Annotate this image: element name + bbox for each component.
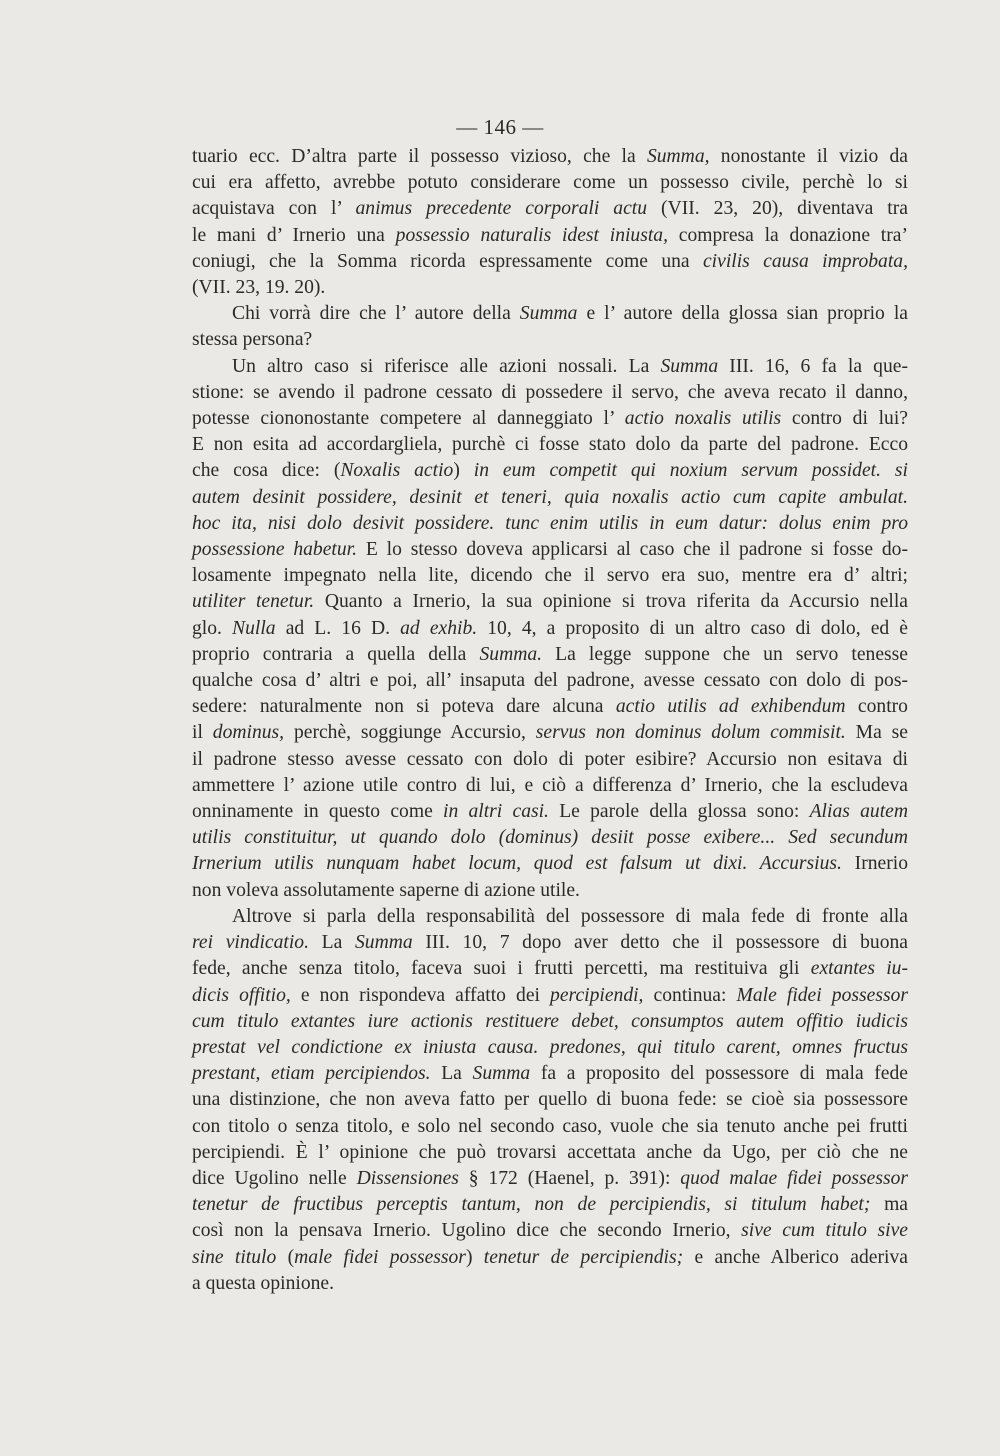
- text-segment: Irnerio: [841, 853, 908, 875]
- italic-phrase: extantes iu-: [810, 958, 908, 980]
- text-segment: percipiendi. È l’ opinione che può trovarsi accettata anche da Ugo, per ciò che ne: [192, 1141, 908, 1163]
- text-segment: Quanto a Irnerio, la sua opinione si trova riferita da Accursio nella: [314, 591, 908, 613]
- italic-phrase: sive cum titulo sive: [741, 1220, 908, 1242]
- italic-phrase: Summa: [355, 932, 413, 954]
- text-segment: glo.: [192, 617, 233, 639]
- italic-phrase: dominus,: [212, 722, 285, 744]
- text-line: [192, 694, 908, 720]
- text-line: [192, 223, 908, 249]
- text-segment: con titolo o senza titolo, e solo nel secondo caso, vuole che sia tenuto anche pei frutti: [192, 1115, 908, 1137]
- text-segment: fa a proposito del possessore di mala fede: [530, 1063, 908, 1085]
- text-line: [192, 773, 908, 799]
- text-line: [192, 327, 908, 353]
- text-line: [192, 1166, 908, 1192]
- text-segment: Altrove si parla della responsabilità del possessore di mala fede di fronte alla: [232, 905, 908, 927]
- italic-phrase: prestant, etiam percipiendos.: [192, 1063, 431, 1085]
- text-segment: il: [192, 722, 213, 744]
- italic-phrase: utiliter tenetur.: [192, 591, 315, 613]
- text-segment: (VII. 23, 19. 20).: [192, 277, 326, 299]
- italic-phrase: Nulla: [232, 617, 276, 639]
- italic-phrase: tenetur de percipiendis;: [483, 1246, 684, 1268]
- italic-phrase: Summa,: [646, 146, 710, 167]
- text-line: [192, 458, 908, 484]
- text-line: [192, 537, 908, 563]
- text-segment: e anche Alberico aderiva: [683, 1246, 908, 1268]
- text-line: [192, 878, 908, 904]
- italic-phrase: male fidei possessor: [294, 1246, 466, 1268]
- text-segment: nonostante il vizio da: [709, 146, 908, 167]
- text-line: [192, 196, 908, 222]
- italic-phrase: civilis causa improbata,: [702, 250, 908, 272]
- italic-phrase: prestat vel condictione ex iniusta causa. predones, qui titulo carent, omnes fructus: [192, 1036, 908, 1058]
- text-segment: stione: se avendo il padrone cessato di possedere il servo, che aveva recato il danno,: [192, 381, 908, 403]
- italic-phrase: possessio naturalis idest iniusta,: [395, 224, 668, 246]
- italic-phrase: percipiendi,: [550, 984, 644, 1006]
- text-line: [192, 406, 908, 432]
- italic-phrase: Summa: [660, 355, 719, 377]
- text-line: [192, 983, 908, 1009]
- text-segment: così non la pensava Irnerio. Ugolino dice che secondo Irnerio,: [192, 1220, 742, 1242]
- italic-phrase: ad exhib.: [400, 617, 478, 639]
- italic-phrase: in altri casi.: [443, 801, 549, 823]
- text-line: [192, 747, 908, 773]
- text-segment: dice Ugolino nelle: [192, 1167, 357, 1189]
- text-line: [192, 825, 908, 851]
- text-segment: (: [276, 1246, 295, 1268]
- italic-phrase: actio noxalis utilis: [624, 408, 782, 430]
- italic-phrase: cum titulo extantes iure actionis restituere debet, consumptos autem offitio iudicis: [192, 1010, 908, 1032]
- italic-phrase: Alias autem: [809, 801, 909, 823]
- text-segment: ma: [870, 1194, 909, 1216]
- text-segment: contro: [845, 696, 908, 718]
- text-line: [192, 1218, 908, 1244]
- italic-phrase: possessione habetur.: [192, 539, 358, 561]
- text-segment: una distinzione, che non aveva fatto per quello di buona fede: se cioè sia possessore: [192, 1089, 908, 1111]
- text-line: [192, 589, 908, 615]
- text-segment: e non rispondeva affatto dei: [290, 984, 551, 1006]
- text-segment: il padrone stesso avesse cessato con dolo di poter esibire? Accursio non esitava di: [192, 748, 908, 770]
- text-segment: E non esita ad accordargliela, purchè ci fosse stato dolo da parte del padrone. Ecco: [192, 434, 908, 456]
- text-line: [192, 1061, 908, 1087]
- italic-phrase: autem desinit possidere, desinit et teneri, quia noxalis actio cum capite ambulat.: [192, 486, 908, 508]
- text-segment: perchè, soggiunge Accursio,: [284, 722, 536, 744]
- text-line: [192, 380, 908, 406]
- italic-phrase: Noxalis actio: [340, 460, 454, 482]
- text-segment: Un altro caso si riferisce alle azioni nossali. La: [232, 355, 661, 377]
- text-segment: ad L. 16 D.: [275, 617, 401, 639]
- text-segment: qualche cosa d’ altri e poi, all’ insaputa del padrone, avesse cessato con dolo di pos-: [192, 670, 908, 692]
- text-segment: Le parole della glossa sono:: [548, 801, 810, 823]
- text-line: [192, 1140, 908, 1166]
- text-segment: onninamente in questo come: [192, 801, 444, 823]
- text-segment: fede, anche senza titolo, faceva suoi i frutti percetti, ma restituiva gli: [192, 958, 811, 980]
- text-line: [192, 1114, 908, 1140]
- text-line: [192, 354, 908, 380]
- text-line: [192, 642, 908, 668]
- italic-phrase: Male fidei possessor: [736, 984, 908, 1006]
- text-line: [192, 799, 908, 825]
- italic-phrase: hoc ita, nisi dolo desivit possidere. tunc enim utilis in eum datur: dolus enim pro: [192, 512, 908, 534]
- text-segment: coniugi, che la Somma ricorda espressamente come una: [192, 250, 703, 272]
- text-segment: ): [465, 1246, 484, 1268]
- text-line: [192, 1192, 908, 1218]
- italic-phrase: Summa.: [479, 643, 543, 665]
- text-segment: che cosa dice: (: [192, 460, 341, 482]
- italic-phrase: quod malae fidei possessor: [680, 1167, 908, 1189]
- text-line: [192, 485, 908, 511]
- text-line: [192, 1087, 908, 1113]
- text-segment: compresa la donazione tra’: [668, 224, 908, 246]
- text-segment: III. 10, 7 dopo aver detto che il possessore di buona: [412, 932, 908, 954]
- text-segment: acquistava con l’: [192, 198, 356, 220]
- text-segment: 10, 4, a proposito di un altro caso di dolo, ed è: [477, 617, 908, 639]
- text-segment: III. 16, 6 fa la que-: [718, 355, 908, 377]
- text-segment: § 172 (Haenel, p. 391):: [458, 1167, 681, 1189]
- text-line: [192, 1271, 908, 1297]
- text-line: [192, 1009, 908, 1035]
- text-segment: La: [430, 1063, 473, 1085]
- text-line: [192, 563, 908, 589]
- text-line: [192, 511, 908, 537]
- text-line: [192, 170, 908, 196]
- italic-phrase: dicis offitio,: [192, 984, 291, 1006]
- italic-phrase: Dissensiones: [356, 1167, 459, 1189]
- text-segment: non voleva assolutamente saperne di azione utile.: [192, 879, 580, 901]
- text-segment: sedere: naturalmente non si poteva dare alcuna: [192, 696, 616, 718]
- text-segment: La: [308, 932, 355, 954]
- text-line: [192, 275, 908, 301]
- text-segment: potesse ciononostante competere al danneggiato l’: [192, 408, 625, 430]
- text-line: [192, 956, 908, 982]
- text-segment: contro di lui?: [781, 408, 908, 430]
- italic-phrase: actio utilis ad exhibendum: [615, 696, 846, 718]
- page-number: — 146 —: [456, 115, 544, 139]
- text-line: [192, 301, 908, 327]
- text-line: [192, 1245, 908, 1271]
- text-segment: losamente impegnato nella lite, dicendo che il servo era suo, mentre era d’ altri;: [192, 565, 908, 587]
- text-segment: La legge suppone che un servo tenesse: [542, 643, 908, 665]
- text-segment: le mani d’ Irnerio una: [192, 224, 396, 246]
- italic-phrase: utilis constituitur, ut quando dolo (dominus) desiit posse exibere... Sed secundum: [192, 827, 908, 849]
- text-line: [192, 249, 908, 275]
- text-segment: e l’ autore della glossa sian proprio la: [577, 303, 908, 325]
- text-line: [192, 1035, 908, 1061]
- text-segment: stessa persona?: [192, 329, 313, 351]
- text-line: [192, 930, 908, 956]
- text-segment: (VII. 23, 20), diventava tra: [647, 198, 908, 220]
- text-line: [192, 851, 908, 877]
- italic-phrase: Summa: [472, 1063, 531, 1085]
- text-line: [192, 904, 908, 930]
- text-segment: a questa opinione.: [192, 1272, 335, 1294]
- text-segment: ): [453, 460, 474, 482]
- text-segment: proprio contraria a quella della: [192, 643, 480, 665]
- italic-phrase: servus non dominus dolum commisit.: [535, 722, 846, 744]
- text-segment: Chi vorrà dire che l’ autore della: [232, 303, 520, 325]
- italic-phrase: Summa: [519, 303, 578, 325]
- text-line: [192, 432, 908, 458]
- text-segment: continua:: [643, 984, 737, 1006]
- text-line: [192, 144, 908, 170]
- italic-phrase: sine titulo: [192, 1246, 277, 1268]
- text-line: [192, 616, 908, 642]
- italic-phrase: in eum competit qui noxium servum possidet. si: [473, 460, 908, 482]
- body-text: [192, 144, 908, 1297]
- italic-phrase: animus precedente corporali actu: [355, 198, 648, 220]
- text-segment: Ma se: [845, 722, 908, 744]
- text-line: [192, 720, 908, 746]
- text-segment: ammettere l’ azione utile contro di lui, e ciò a differenza d’ Irnerio, che la escludeva: [192, 774, 908, 796]
- text-segment: tuario ecc. D’altra parte il possesso vizioso, che la: [192, 146, 647, 167]
- text-segment: E lo stesso doveva applicarsi al caso che il padrone si fosse do-: [357, 539, 909, 561]
- italic-phrase: Irnerium utilis nunquam habet locum, quod est falsum ut dixi. Accursius.: [192, 853, 842, 875]
- italic-phrase: tenetur de fructibus perceptis tantum, non de percipiendis, si titulum habet;: [192, 1194, 871, 1216]
- text-segment: cui era affetto, avrebbe potuto considerare come un possesso civile, perchè lo si: [192, 172, 908, 194]
- italic-phrase: rei vindicatio.: [192, 932, 309, 954]
- text-line: [192, 668, 908, 694]
